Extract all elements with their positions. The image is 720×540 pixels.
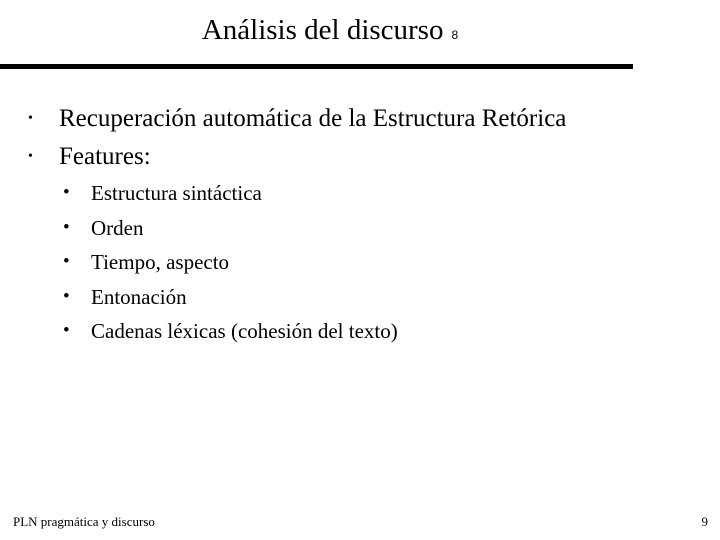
sub-bullet-marker: • xyxy=(63,251,70,272)
sub-bullet-item xyxy=(0,245,398,280)
slide-title-text: Análisis del discurso xyxy=(201,14,444,46)
sub-bullet-text: Tiempo, aspecto xyxy=(91,250,230,274)
sub-bullet-text: Orden xyxy=(91,215,144,240)
sub-bullet-marker: • xyxy=(63,182,70,203)
sub-bullet-item xyxy=(0,176,398,211)
sub-bullet-marker: • xyxy=(63,320,70,341)
title-divider xyxy=(0,64,633,69)
sub-bullet-text: Entonación xyxy=(91,284,187,309)
sub-bullet-item xyxy=(0,280,398,315)
sub-bullet-list xyxy=(0,176,398,349)
sub-bullet-marker: • xyxy=(63,285,70,307)
bullet-marker: • xyxy=(28,111,33,126)
sub-bullet-item xyxy=(0,314,398,349)
sub-bullet-item xyxy=(0,211,398,246)
sub-bullet-text: Estructura sintáctica xyxy=(91,181,262,205)
slide-title-number: 8 xyxy=(451,28,459,42)
bullet-item xyxy=(0,138,566,176)
sub-bullet-text: Cadenas léxicas (cohesión del texto) xyxy=(91,319,398,343)
bullet-item xyxy=(0,100,566,138)
footer-page-number: 9 xyxy=(701,514,708,529)
bullet-list xyxy=(0,100,566,176)
bullet-text: Features: xyxy=(59,143,151,170)
bullet-marker: • xyxy=(28,149,33,164)
sub-bullet-marker: • xyxy=(63,216,70,238)
bullet-text: Recuperación automática de la Estructura Retórica xyxy=(59,105,567,132)
footer-course-title: PLN pragmática y discurso xyxy=(13,514,155,529)
slide-title xyxy=(0,14,660,47)
